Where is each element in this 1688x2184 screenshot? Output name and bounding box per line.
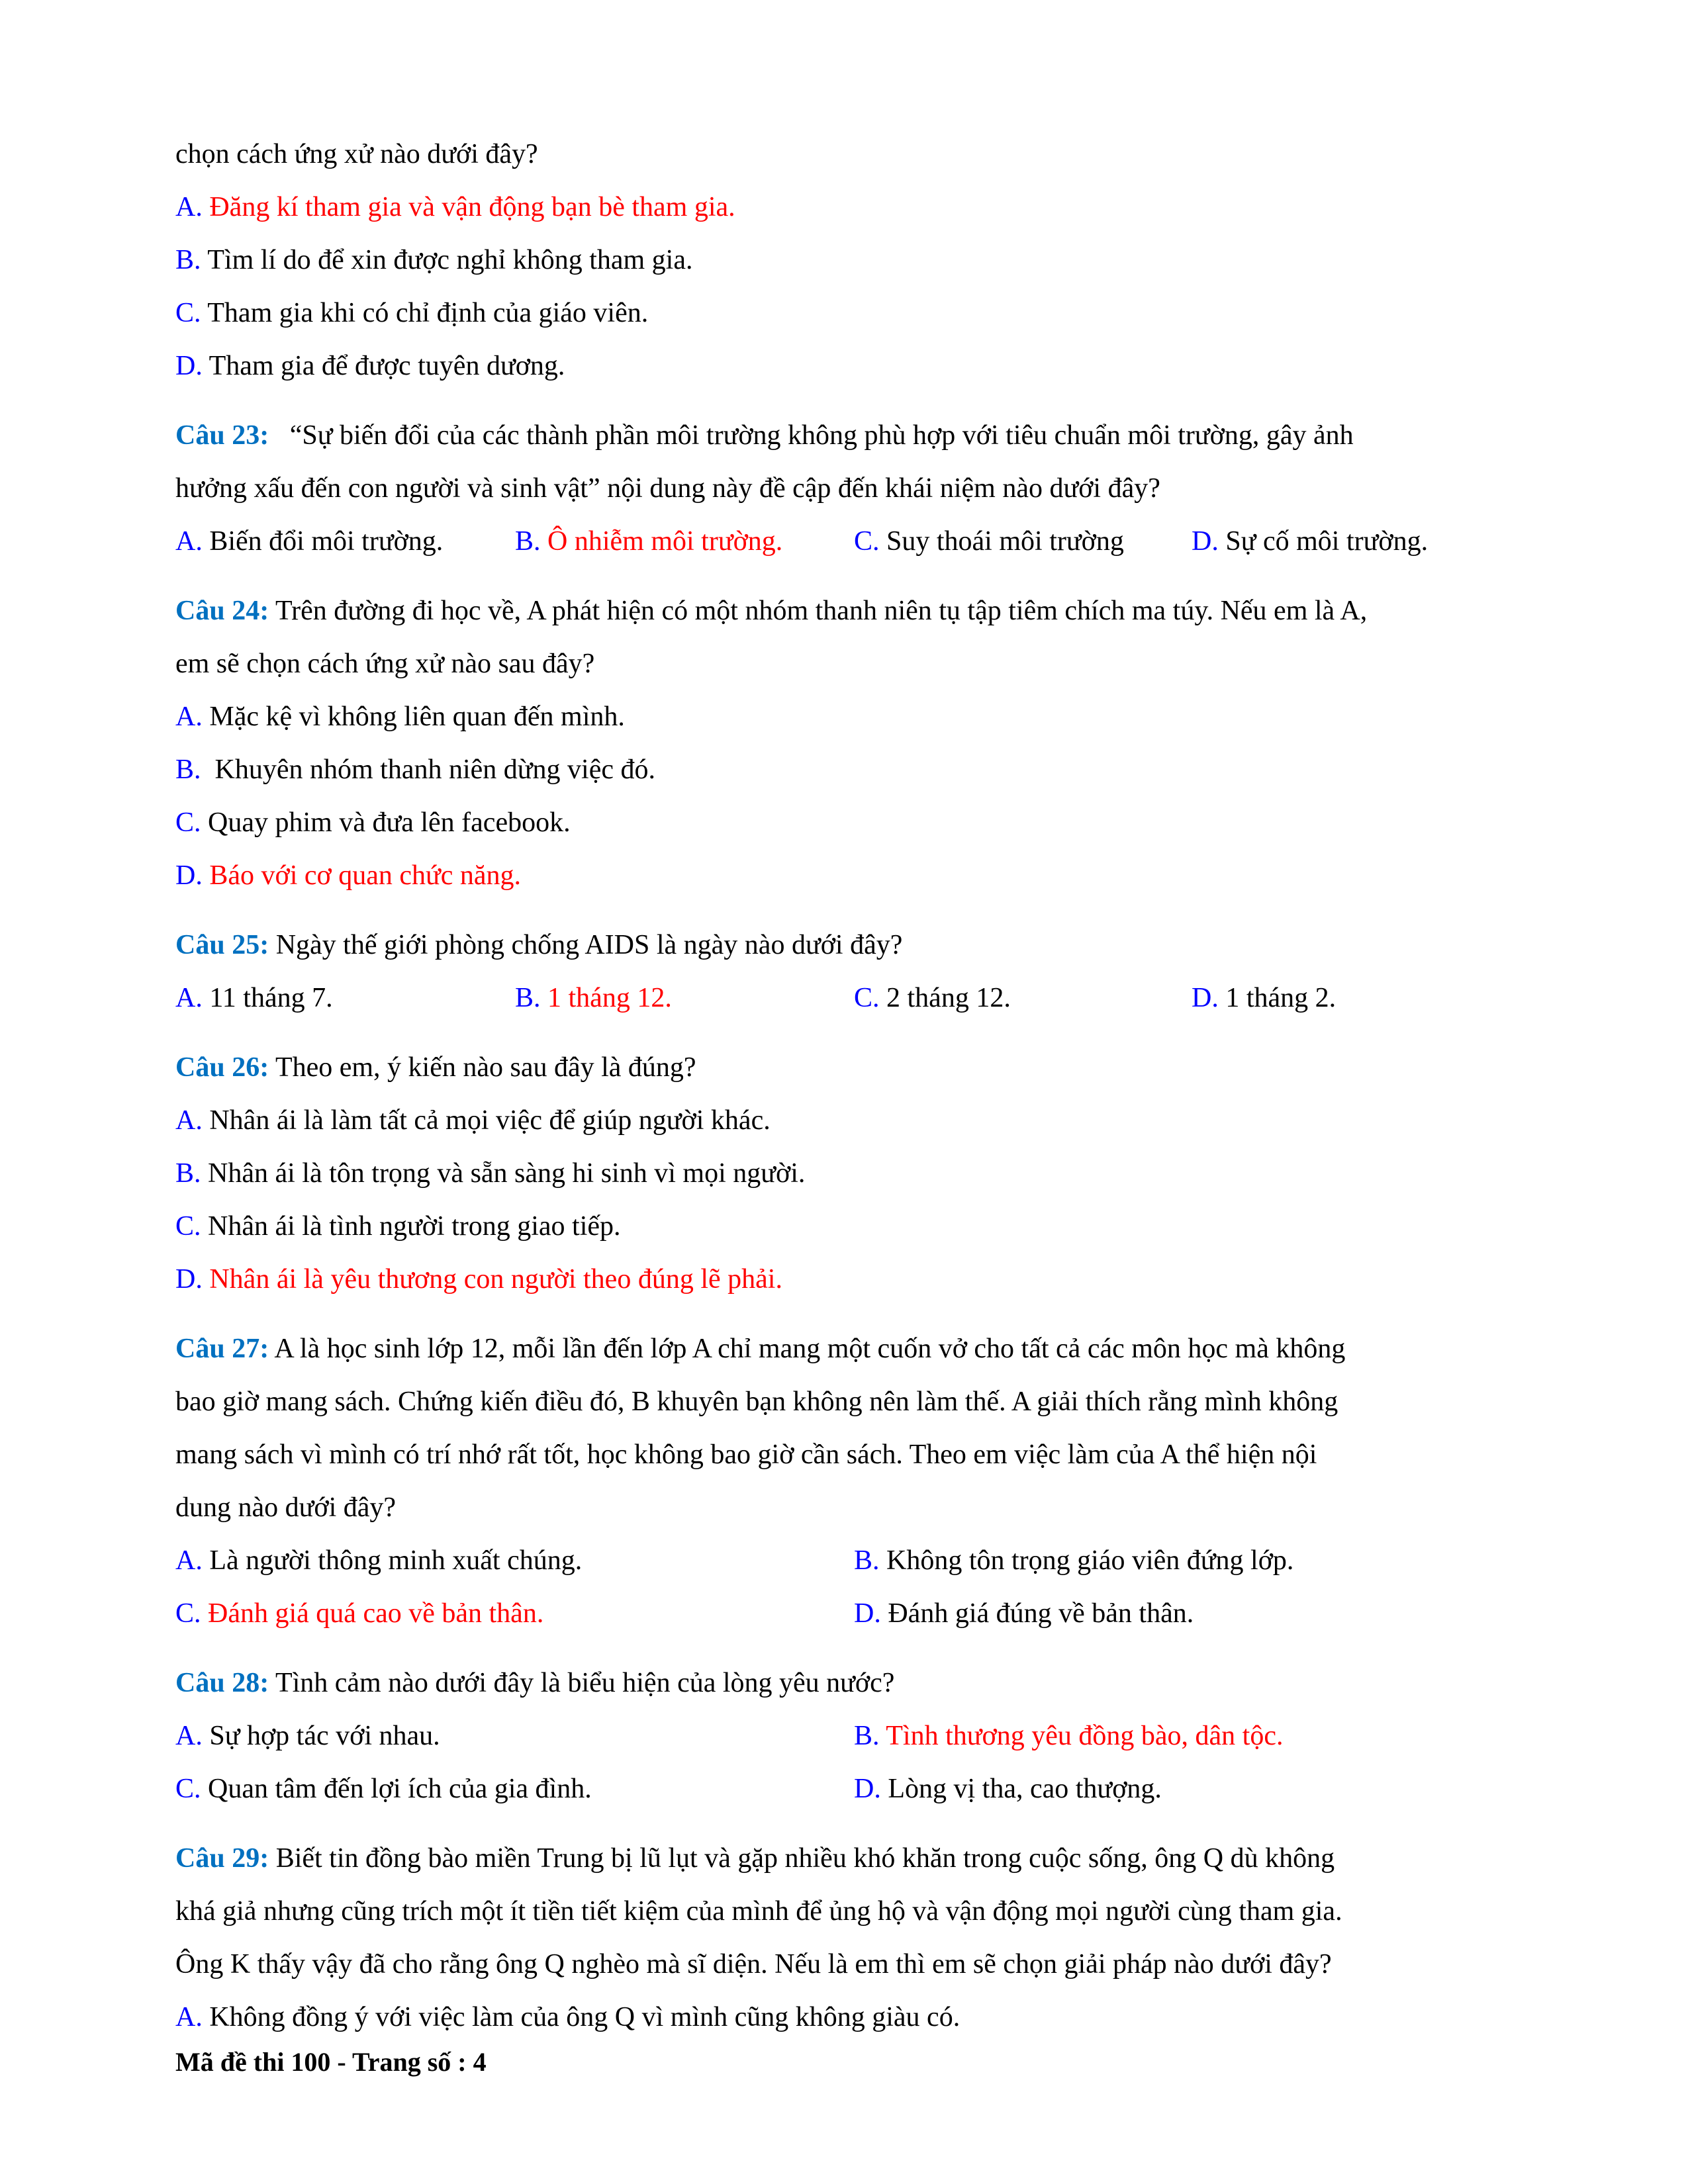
q23-stem-line1: Câu 23: “Sự biến đổi của các thành phần môi trường không phù hợp với tiêu chuẩn môi trường, gây ảnh [175, 420, 1354, 451]
q28-option-c: C. Quan tâm đến lợi ích của gia đình. [175, 1774, 592, 1804]
q25-stem: Câu 25: Ngày thế giới phòng chống AIDS là ngày nào dưới đây? [175, 930, 903, 960]
q25-option-a: A. 11 tháng 7. [175, 983, 333, 1013]
q29-stem-line3: Ông K thấy vậy đã cho rằng ông Q nghèo mà sĩ diện. Nếu là em thì em sẽ chọn giải pháp nào dưới đây? [175, 1949, 1332, 1979]
q28-option-d: D. Lòng vị tha, cao thượng. [854, 1774, 1162, 1804]
q27-stem-line2: bao giờ mang sách. Chứng kiến điều đó, B khuyên bạn không nên làm thế. A giải thích rằng mình không [175, 1387, 1338, 1417]
q29-option-a: A. Không đồng ý với việc làm của ông Q vì mình cũng không giàu có. [175, 2002, 961, 2032]
q22-option-d: D. Tham gia để được tuyên dương. [175, 351, 565, 381]
q27-option-c: C. Đánh giá quá cao về bản thân. [175, 1598, 544, 1629]
q25-option-d: D. 1 tháng 2. [1192, 983, 1336, 1013]
q24-stem-line2: em sẽ chọn cách ứng xử nào sau đây? [175, 649, 595, 679]
q23-option-b: B. Ô nhiễm môi trường. [515, 526, 783, 557]
q23-option-a: A. Biến đổi môi trường. [175, 526, 444, 557]
q24-option-b: B. Khuyên nhóm thanh niên dừng việc đó. [175, 754, 655, 785]
q22-stem: chọn cách ứng xử nào dưới đây? [175, 139, 538, 169]
q23-stem-line2: hưởng xấu đến con người và sinh vật” nội dung này đề cập đến khái niệm nào dưới đây? [175, 473, 1160, 504]
q27-option-d: D. Đánh giá đúng về bản thân. [854, 1598, 1194, 1629]
q27-stem-line3: mang sách vì mình có trí nhớ rất tốt, học không bao giờ cần sách. Theo em việc làm của A thể hiện nội [175, 1439, 1317, 1470]
q28-stem: Câu 28: Tình cảm nào dưới đây là biểu hiện của lòng yêu nước? [175, 1668, 895, 1698]
q27-option-a: A. Là người thông minh xuất chúng. [175, 1545, 583, 1576]
q28-option-a: A. Sự hợp tác với nhau. [175, 1721, 440, 1751]
q26-option-a: A. Nhân ái là làm tất cả mọi việc để giúp người khác. [175, 1105, 771, 1136]
q22-option-b: B. Tìm lí do để xin được nghỉ không tham gia. [175, 245, 693, 275]
q24-option-d: D. Báo với cơ quan chức năng. [175, 860, 522, 891]
q28-option-b: B. Tình thương yêu đồng bào, dân tộc. [854, 1721, 1284, 1751]
q26-option-c: C. Nhân ái là tình người trong giao tiếp. [175, 1211, 621, 1242]
q23-option-c: C. Suy thoái môi trường [854, 526, 1124, 557]
q26-option-d: D. Nhân ái là yêu thương con người theo đúng lẽ phải. [175, 1264, 782, 1295]
q23-option-d: D. Sự cố môi trường. [1192, 526, 1429, 557]
page-footer: Mã đề thi 100 - Trang số : 4 [175, 2047, 487, 2077]
q24-option-a: A. Mặc kệ vì không liên quan đến mình. [175, 702, 625, 732]
q22-option-a: A. Đăng kí tham gia và vận động bạn bè tham gia. [175, 192, 735, 222]
q25-option-c: C. 2 tháng 12. [854, 983, 1011, 1013]
q27-stem-line4: dung nào dưới đây? [175, 1492, 397, 1523]
q25-option-b: B. 1 tháng 12. [515, 983, 672, 1013]
q27-option-b: B. Không tôn trọng giáo viên đứng lớp. [854, 1545, 1294, 1576]
q26-stem: Câu 26: Theo em, ý kiến nào sau đây là đúng? [175, 1052, 696, 1083]
q27-stem-line1: Câu 27: A là học sinh lớp 12, mỗi lần đến lớp A chỉ mang một cuốn vở cho tất cả các môn học mà không [175, 1334, 1346, 1364]
q26-option-b: B. Nhân ái là tôn trọng và sẵn sàng hi sinh vì mọi người. [175, 1158, 806, 1189]
q29-stem-line1: Câu 29: Biết tin đồng bào miền Trung bị lũ lụt và gặp nhiều khó khăn trong cuộc sống, ông Q dù không [175, 1843, 1335, 1874]
q29-stem-line2: khá giả nhưng cũng trích một ít tiền tiết kiệm của mình để ủng hộ và vận động mọi người cùng tham gia. [175, 1896, 1342, 1927]
q22-option-c: C. Tham gia khi có chỉ định của giáo viên. [175, 298, 649, 328]
q24-stem-line1: Câu 24: Trên đường đi học về, A phát hiện có một nhóm thanh niên tụ tập tiêm chích ma túy. Nếu em là A, [175, 596, 1368, 626]
q24-option-c: C. Quay phim và đưa lên facebook. [175, 807, 571, 838]
